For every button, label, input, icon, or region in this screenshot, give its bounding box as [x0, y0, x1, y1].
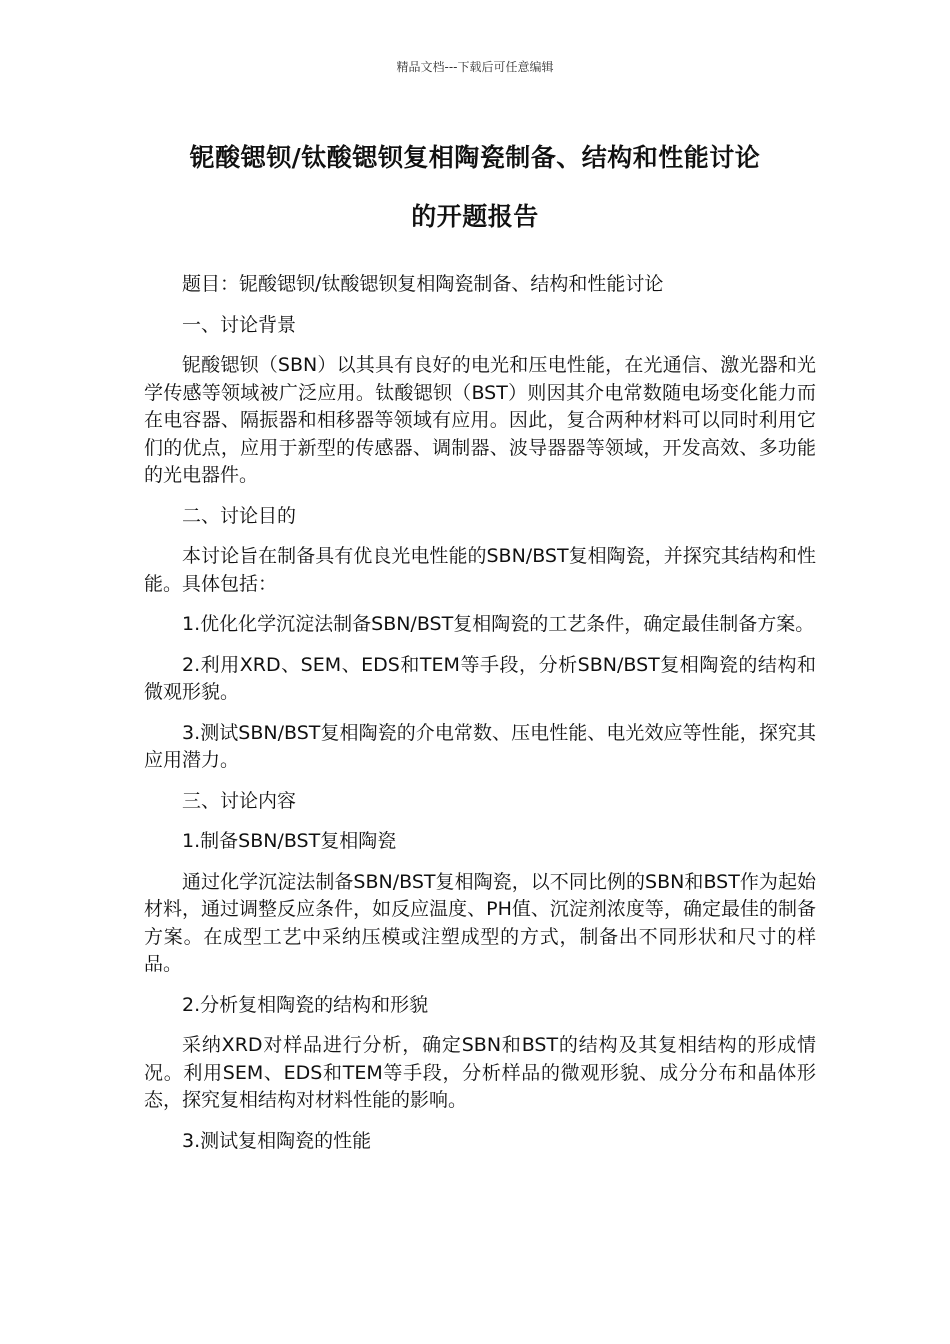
background-paragraph: 铌酸锶钡（SBN）以其具有良好的电光和压电性能，在光通信、激光器和光学传感等领域被广泛应用。钛酸锶钡（BST）则因其介电常数随电场变化能力而在电容器、隔振器和相移器等领域有应用。因此，复合两种材料可以同时利用它们的优点，应用于新型的传感器、调制器、波导器器等领域，开发高效、多功能的光电器件。: [144, 354, 816, 486]
content-paragraph-1: 通过化学沉淀法制备SBN/BST复相陶瓷，以不同比例的SBN和BST作为起始材料，通过调整反应条件，如反应温度、PH值、沉淀剂浓度等，确定最佳的制备方案。在成型工艺中采纳压模或注塑成型的方式，制备出不同形状和尺寸的样品。: [144, 870, 816, 975]
section-heading-content: 三、讨论内容: [182, 789, 297, 812]
topic-line: 题目：铌酸锶钡/钛酸锶钡复相陶瓷制备、结构和性能讨论: [182, 273, 664, 295]
section-heading-background: 一、讨论背景: [182, 313, 297, 336]
purpose-item-3: 3.测试SBN/BST复相陶瓷的介电常数、压电性能、电光效应等性能，探究其应用潜力。: [144, 721, 816, 771]
content-paragraph-2: 采纳XRD对样品进行分析，确定SBN和BST的结构及其复相结构的形成情况。利用SEM、EDS和TEM等手段，分析样品的微观形貌、成分分布和晶体形态，探究复相结构对材料性能的影响。: [144, 1034, 816, 1111]
section-heading-purpose: 二、讨论目的: [182, 504, 297, 527]
content-subheading-2: 2.分析复相陶瓷的结构和形貌: [182, 993, 429, 1016]
purpose-item-2: 2.利用XRD、SEM、EDS和TEM等手段，分析SBN/BST复相陶瓷的结构和微观形貌。: [144, 653, 816, 703]
content-subheading-3: 3.测试复相陶瓷的性能: [182, 1129, 372, 1152]
document-body: [144, 271, 816, 1168]
header-note: 精品文档---下载后可任意编辑: [396, 60, 554, 74]
purpose-paragraph: 本讨论旨在制备具有优良光电性能的SBN/BST复相陶瓷，并探究其结构和性能。具体包括：: [144, 545, 816, 595]
purpose-item-1: 1.优化化学沉淀法制备SBN/BST复相陶瓷的工艺条件，确定最佳制备方案。: [182, 613, 815, 635]
document-title-line-1: 铌酸锶钡/钛酸锶钡复相陶瓷制备、结构和性能讨论: [189, 143, 761, 172]
document-title-line-2: 的开题报告: [411, 202, 539, 231]
content-subheading-1: 1.制备SBN/BST复相陶瓷: [182, 830, 397, 852]
